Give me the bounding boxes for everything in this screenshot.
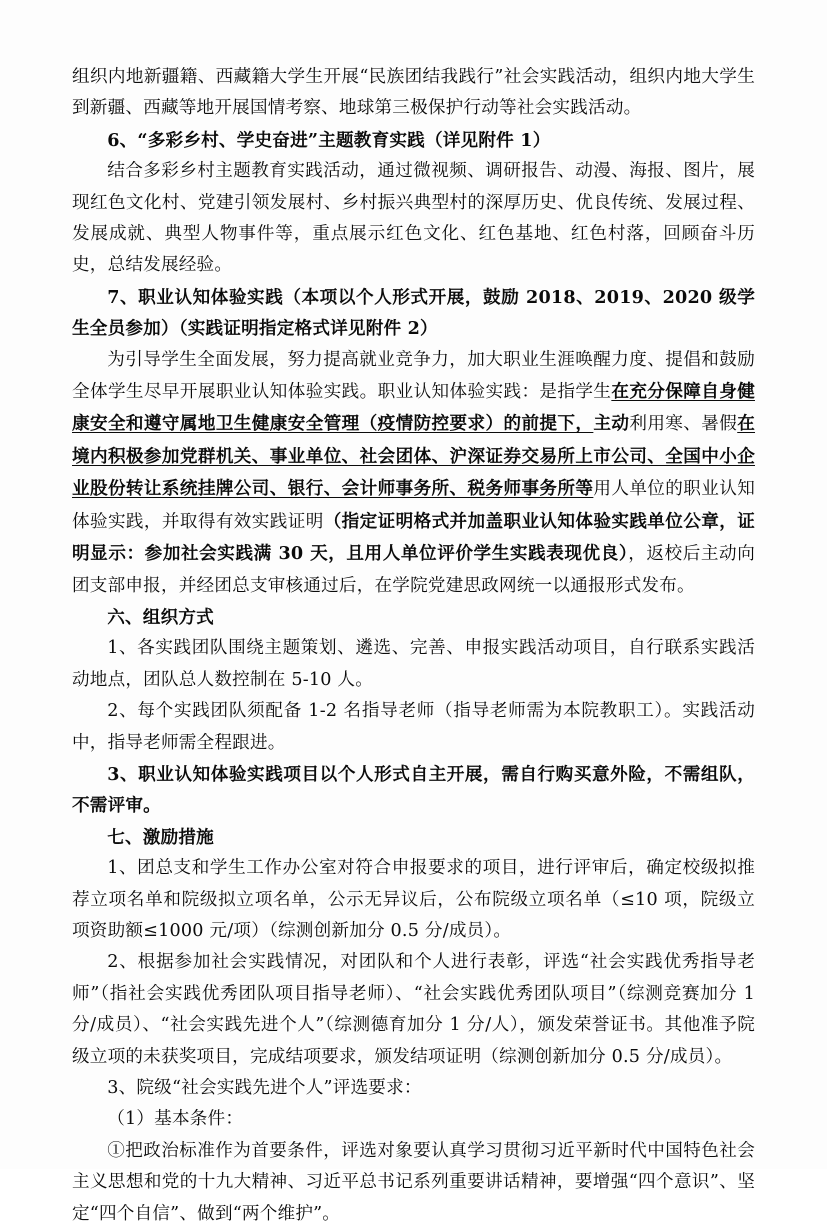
run-plain-3: 用人单位的职业认知体验实践，并取得有效实践证明 bbox=[72, 479, 755, 532]
paragraph-intro: 组织内地新疆籍、西藏籍大学生开展“民族团结我践行”社会实践活动，组织内地大学生到新疆、西藏等地开展国情考察、地球第三极保护行动等社会实践活动。 bbox=[72, 67, 755, 119]
paragraph-section-6-item-2: 2、每个实践团队须配备 1-2 名指导老师（指导老师需为本院教职工）。实践活动中，指导老师需全程跟进。 bbox=[72, 701, 755, 753]
heading-section-7: 七、激励措施 bbox=[107, 826, 214, 848]
run-underline-2: 在境内积极参加党群机关、事业单位、社会团体、沪深证券交易所上市公司、全国中小企业股份转让系统挂牌公司、银行、会计师事务所、税务师事务所等 bbox=[72, 413, 756, 500]
paragraph-section-6-item-3: 3、职业认知体验实践项目以个人形式自主开展，需自行购买意外险，不需组队，不需评审。 bbox=[72, 763, 755, 817]
heading-item-6: 6、“多彩乡村、学史奋进”主题教育实践（详见附件 1） bbox=[107, 129, 551, 151]
run-underline-1: 在充分保障自身健康安全和遵守属地卫生健康安全管理（疫情防控要求）的前提下， bbox=[72, 381, 755, 435]
paragraph-section-6-item-1: 1、各实践团队围绕主题策划、遴选、完善、申报实践活动项目，自行联系实践活动地点，团队总人数控制在 5-10 人。 bbox=[72, 638, 755, 690]
paragraph-section-7-item-2: 2、根据参加社会实践情况，对团队和个人进行表彰，评选“社会实践优秀指导老师”（指社会实践优秀团队项目指导老师）、“社会实践优秀团队项目”（综测竞赛加分 1 分/成员）、“社会实践先进个人”（综测德育加分 1 分/人），颁发荣誉证书。其他准予院级立项的未获奖项目，完成结项要求，颁发结项证明（综测创新加分 0.5 分/成员）。 bbox=[72, 952, 755, 1067]
paragraph-section-7-item-1: 1、团总支和学生工作办公室对符合申报要求的项目，进行评审后，确定校级拟推荐立项名单和院级拟立项名单，公示无异议后，公布院级立项名单（≤10 项，院级立项资助额≤1000 元/项）（综测创新加分 0.5 分/成员）。 bbox=[72, 858, 755, 941]
run-bold-2: （指定证明格式并加盖职业认知体验实践单位公章，证明显示：参加社会实践满 30 天，且用人单位评价学生实践表现优良） bbox=[72, 510, 755, 565]
run-bold-1: 主动 bbox=[593, 413, 630, 435]
heading-item-7: 7、职业认知体验实践（本项以个人形式开展，鼓励 2018、2019、2020 级学生全员参加）（实践证明指定格式详见附件 2） bbox=[72, 286, 755, 340]
run-plain-4: ，返校后主动向团支部申报，并经团总支审核通过后，在学院党建思政网统一以通报形式发布。 bbox=[72, 544, 755, 596]
paragraph-section-7-item-3: 3、院级“社会实践先进个人”评选要求： bbox=[107, 1078, 422, 1098]
paragraph-section-7-item-3-sub-1: （1）基本条件： bbox=[107, 1109, 244, 1130]
paragraph-item-6-body: 结合多彩乡村主题教育实践活动，通过微视频、调研报告、动漫、海报、图片，展现红色文化村、党建引领发展村、乡村振兴典型村的深厚历史、优良传统、发展过程、发展成就、典型人物事件等，重点展示红色文化、红色基地、红色村落，回顾奋斗历史，总结发展经验。 bbox=[72, 161, 755, 276]
paragraph-section-7-item-3-sub-1-a: ①把政治标准作为首要条件，评选对象要认真学习贯彻习近平新时代中国特色社会主义思想和党的十九大精神、习近平总书记系列重要讲话精神，要增强“四个意识”、坚定“四个自信”、做到“两个维护”。 bbox=[72, 1140, 755, 1224]
run-plain-1: 为引导学生全面发展，努力提高就业竞争力，加大职业生涯唤醒力度、提倡和鼓励全体学生尽早开展职业认知体验实践。职业认知体验实践：是指学生 bbox=[72, 349, 755, 403]
document-body bbox=[72, 62, 755, 1230]
paragraph-item-7-body bbox=[72, 345, 755, 602]
heading-section-6: 六、组织方式 bbox=[107, 606, 214, 628]
run-plain-2: 利用寒、暑假 bbox=[629, 414, 738, 435]
